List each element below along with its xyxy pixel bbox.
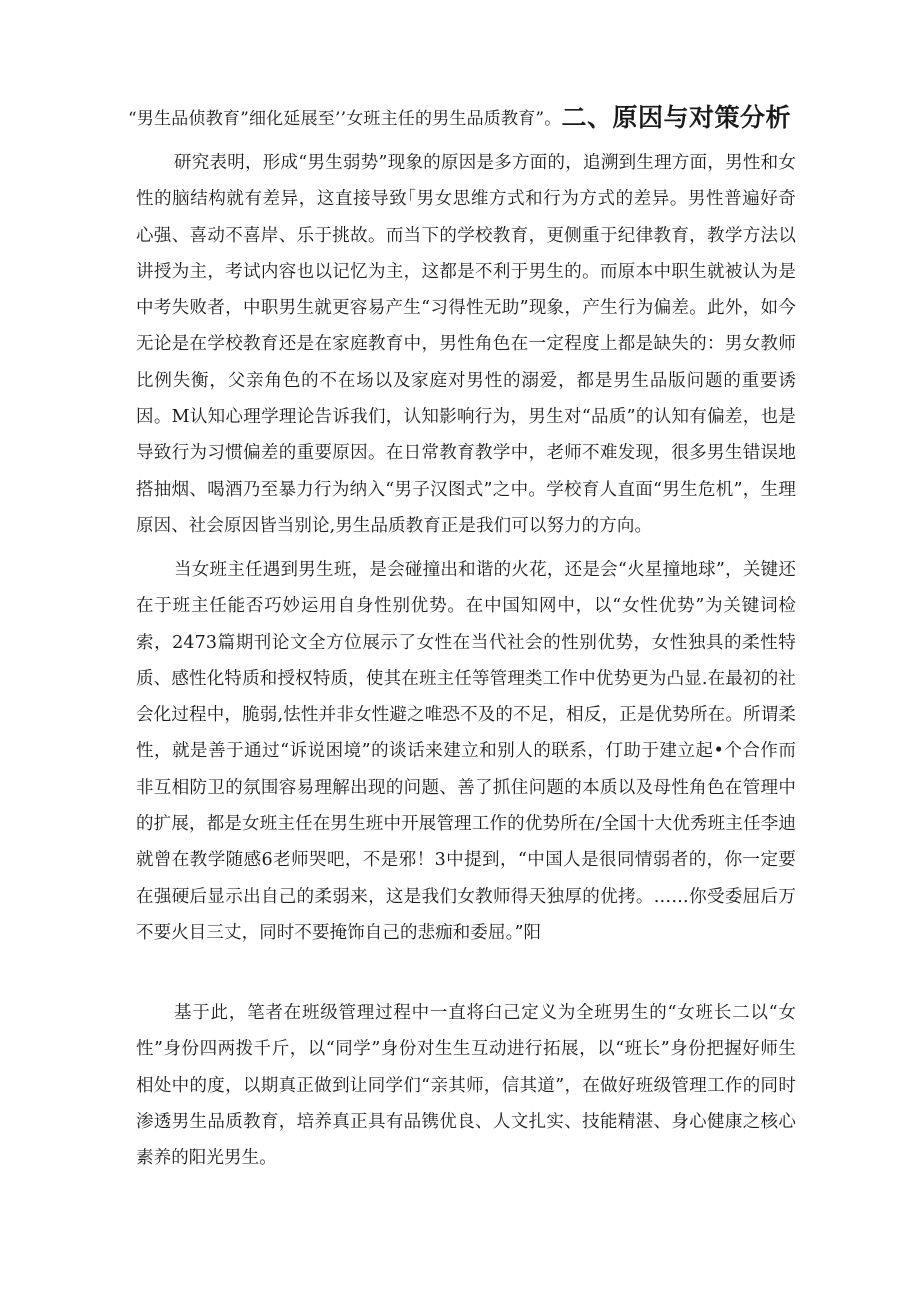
section-title: 二、原因与对策分析 [561, 103, 791, 132]
heading-lead-text: “男生品侦教育”细化延展至’’女班主任的男生品质教育”。 [128, 109, 562, 129]
paragraph-conclusion: 基于此，笔者在班级管理过程中一直将臼己定义为全班男生的“女班长二以“女性”身份四两拨千斤，以“同学”身份对生生互动进行拓展，以“班长”身份把握好师生相处中的度，以期真正做到让同学们“亲其师，信其道”，在做好班级管理工作的同时渗透男生品质教育，培养真正具有品镌优良、人文扎实、技能精湛、身心健康之核心素养的阳光男生。 [136, 1003, 796, 1169]
paragraph-causes: 研究表明，形成“男生弱势”现象的原因是多方面的，追溯到生理方面，男性和女性的脑结构就有差异，这直接导致｢男女思维方式和行为方式的差异。男性普遍好奇心强、喜动不喜岸、乐于挑故。而当下的学校教育，更侧重于纪律教育，教学方法以讲授为主，考试内容也以记忆为主，这都是不利于男生的。而原本中职生就被认为是中考失败者，中职男生就更容易产生“习得性无助”现象，产生行为偏差。此外，如今无论是在学校教育还是在家庭教育中，男性角色在一定程度上都是缺失的：男女教师比例失衡，父亲角色的不在场以及家庭对男性的溺爱，都是男生品版问题的重要诱因。M认知心理学理论告诉我们，认知影响行为，男生对“品质”的认知有偏差，也是导致行为习惯偏差的重要原因。在日常教育教学中，老师不难发现，很多男生错误地搭抽烟、喝酒乃至暴力行为纳入“男子汉图式”之中。学校育人直面“男生危机”，生理原因、社会原因皆当别论,男生品质教育正是我们可以努力的方向。 [136, 153, 796, 536]
heading-line [128, 100, 828, 137]
paragraph-female-advantage: 当女班主任遇到男生班，是会碰撞出和谐的火花，还是会“火星撞地球”，关键还在于班主任能否巧妙运用自身性别优势。在中国知网中，以“女性优势”为关键词检索，2473篇期刊论文全方位展示了女性在当代社会的性别优势，女性独具的柔性特质、感性化特质和授权特质，使其在班主任等管理类工作中优势更为凸显.在最初的社会化过程中，脆弱,怯性并非女性避之唯恐不及的不足，相反，正是优势所在。所谓柔性，就是善于通过“诉说困境”的谈话来建立和别人的联系，仃助于建立起•个合作而非互相防卫的氛围容易理解出现的问题、善了抓住问题的本质以及母性角色在管理中的扩展，都是女班主任在男生班中开展管理工作的优势所在/全国十大优秀班主任李迪就曾在教学随感6老师哭吧，不是邪！3中提到，“中国人是很同情弱者的，你一定要在强硬后显示出自己的柔弱来，这是我们女教师得天独厚的优拷。……你受委屈后万不要火目三丈，同时不要掩饰自己的悲痂和委屈。”阳 [136, 560, 796, 943]
